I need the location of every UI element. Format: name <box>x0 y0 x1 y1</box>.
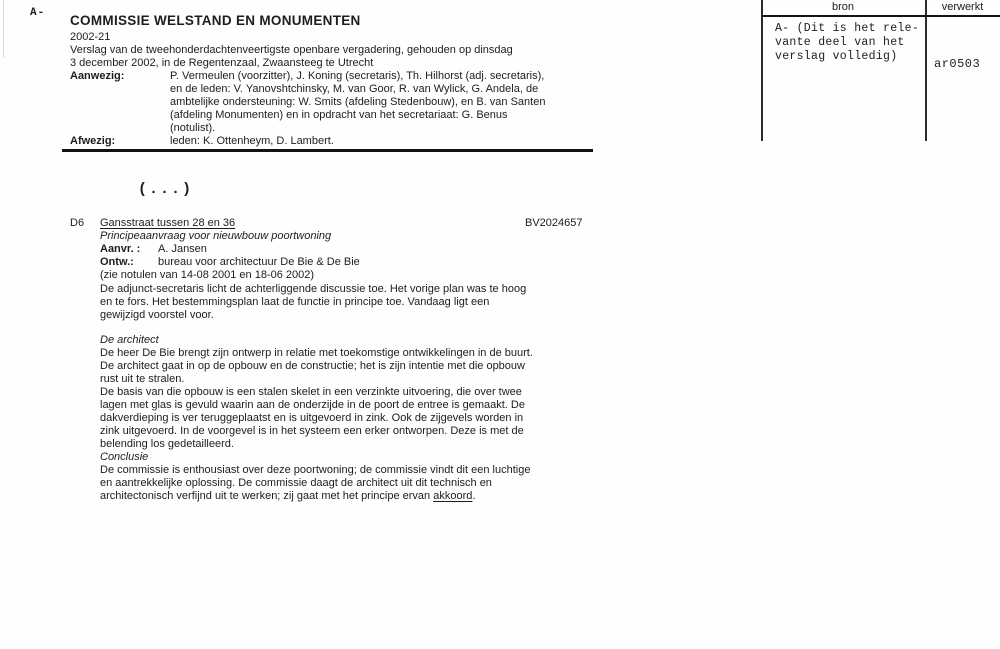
text-line: gewijzigd voorstel voor. <box>100 309 214 321</box>
conclusie-section-heading: Conclusie <box>100 451 149 463</box>
text-line: De adjunct-secretaris licht de achterliggende discussie toe. Het vorige plan was te hoog <box>100 283 527 295</box>
column-header-verwerkt: verwerkt <box>941 1 984 13</box>
scan-artifact-line <box>3 0 4 58</box>
conclusie-last-line-period: . <box>472 490 476 502</box>
text-line: ambtelijke ondersteuning: W. Smits (afdeling Stedenbouw), en B. van Santen <box>170 96 546 108</box>
text-line: De commissie is enthousiast over deze poortwoning; de commissie vindt dit een luchtige <box>100 464 531 476</box>
text-line: verslag volledig) <box>775 50 898 63</box>
text-line: belending los gedetailleerd. <box>100 438 234 450</box>
column-header-bron: bron <box>831 1 855 13</box>
minutes-reference-note: (zie notulen van 14-08 2001 en 18-06 2002) <box>100 269 315 281</box>
agenda-item-title: Gansstraat tussen 28 en 36 <box>100 217 236 229</box>
conclusie-last-line <box>100 490 475 503</box>
text-line: (afdeling Monumenten) en in opdracht van het secretariaat: G. Benus <box>170 109 508 121</box>
text-line: dakverdieping is ver teruggeplaatst en is uitgevoerd in zink. Ook de zijgevels worden in <box>100 412 524 424</box>
text-line: lagen met glas is gevuld waarin aan de onderzijde in de poort de entree is gemaakt. De <box>100 399 525 411</box>
architect-paragraph <box>100 347 533 451</box>
text-line: Verslag van de tweehonderdachtenveertigste openbare vergadering, gehouden op dinsdag <box>70 44 513 56</box>
table-border-left <box>761 0 763 141</box>
bron-note <box>775 22 919 64</box>
conclusie-last-line-text: architectonisch verfijnd uit te werken; zij gaat met het principe ervan <box>100 490 434 502</box>
text-line: en te fors. Het bestemmingsplan laat de functie in principe toe. Vandaag ligt een <box>100 296 490 308</box>
verwerkt-value: ar0503 <box>934 57 981 71</box>
table-header-rule <box>761 15 1000 17</box>
text-line: en de leden: V. Yanovshtchinsky, M. van Goor, R. van Wylick, G. Andela, de <box>170 83 539 95</box>
agenda-item-code: D6 <box>70 217 85 229</box>
architect-section-heading: De architect <box>100 334 159 346</box>
document-number: 2002-21 <box>70 31 111 43</box>
text-line: zink uitgevoerd. In de voorgevel is in het systeem een erker ontworpen. Deze is met de <box>100 425 524 437</box>
table-column-divider <box>925 0 927 141</box>
ontw-label: Ontw.: <box>100 256 134 268</box>
text-line: De architect gaat in op de opbouw en de constructie; het is zijn intentie met die opbouw <box>100 360 525 372</box>
case-number: BV2024657 <box>525 217 583 229</box>
afwezig-label: Afwezig: <box>70 135 116 147</box>
header-divider-rule <box>62 149 593 152</box>
text-line: De basis van die opbouw is een stalen skelet in een verzinkte uitvoering, die over twee <box>100 386 522 398</box>
aanwezig-label: Aanwezig: <box>70 70 125 82</box>
text-line: P. Vermeulen (voorzitter), J. Koning (secretaris), Th. Hilhorst (adj. secretaris), <box>170 70 545 82</box>
conclusie-paragraph <box>100 464 530 490</box>
agenda-item-subtitle: Principeaanvraag voor nieuwbouw poortwoning <box>100 230 332 242</box>
intro-paragraph <box>100 283 526 322</box>
document-intro <box>70 44 513 70</box>
text-line: en aantrekkelijke oplossing. De commissie daagt de architect uit dit technisch en <box>100 477 492 489</box>
page-title: COMMISSIE WELSTAND EN MONUMENTEN <box>70 13 361 28</box>
afwezig-list: leden: K. Ottenheym, D. Lambert. <box>170 135 334 147</box>
akkoord-underlined-word: akkoord <box>433 490 473 502</box>
text-line: De heer De Bie brengt zijn ontwerp in relatie met toekomstige ontwikkelingen in de buurt. <box>100 347 533 359</box>
omission-marker: (...) <box>138 181 194 198</box>
aanvr-label: Aanvr. : <box>100 243 141 255</box>
text-line: 3 december 2002, in de Regentenzaal, Zwaansteeg te Utrecht <box>70 57 374 69</box>
text-line: (notulist). <box>170 122 216 134</box>
aanvr-value: A. Jansen <box>158 243 207 255</box>
margin-marker: A- <box>30 7 46 19</box>
aanwezig-list <box>170 70 545 135</box>
registration-stamp-table <box>761 0 1000 141</box>
text-line: vante deel van het <box>775 36 905 49</box>
text-line: A- (Dit is het rele- <box>775 22 920 35</box>
ontw-value: bureau voor architectuur De Bie & De Bie <box>158 256 360 268</box>
text-line: rust uit te stralen. <box>100 373 185 385</box>
